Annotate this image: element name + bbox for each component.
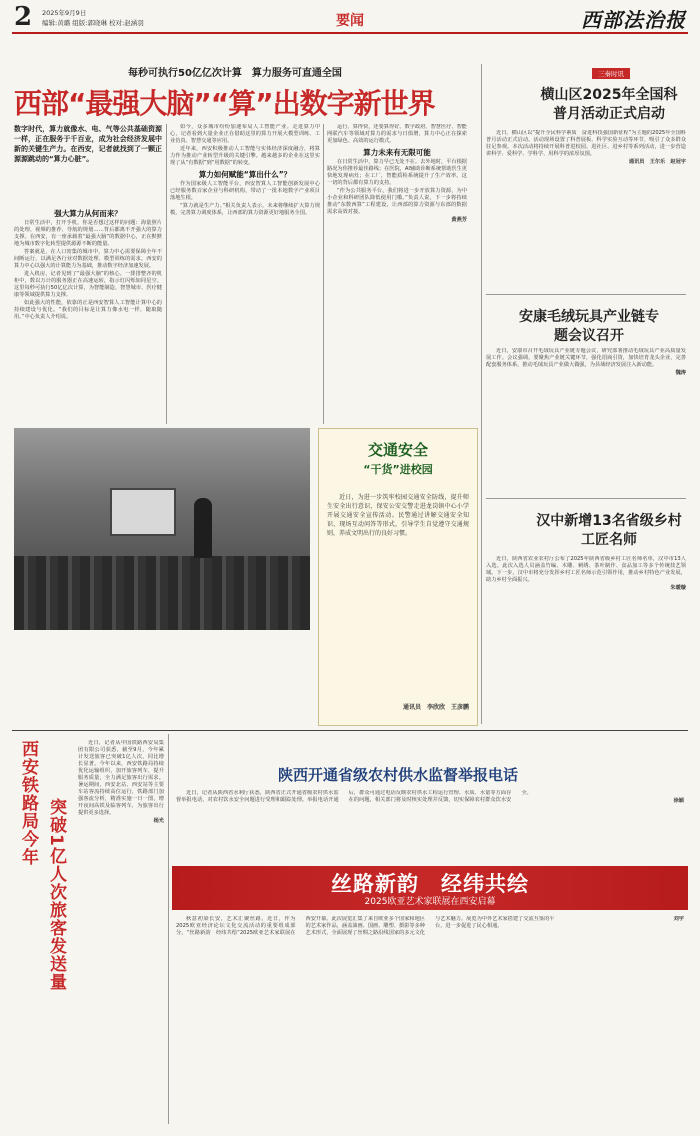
right-top-body: 近日，横山区以“提升全民科学素质 奋进科技强国新征程”为主题的2025年全国科普月活动正式启动。活动现场设置了科普展板、科学实验互动等环节，吸引了众多群众驻足参观。本次活动将持续开展科普进校园、进社区、进乡村等系列活动，进一步营造讲科学、爱科学、学科学、用科学的浓厚氛围。 bbox=[486, 130, 686, 157]
water-byline: 徐颖 bbox=[673, 798, 684, 804]
photo-person bbox=[194, 498, 212, 558]
lead-subhead-2: 算力如何赋能“算出什么”？ bbox=[198, 170, 292, 179]
right-mid-article bbox=[486, 348, 686, 494]
art-headline-band bbox=[172, 866, 688, 910]
right-mid-byline: 魏涛 bbox=[675, 370, 686, 376]
lead-paragraph: 作为国家级人工智能平台，西安智算人工智能创新发展中心已经服务数百家企业与科研机构，带动了一批本地数字产业项目落地生根。 bbox=[170, 181, 320, 201]
art-body: 秋意初染长安，艺术汇聚丝路。近日，作为2025欧亚经济论坛文化交流活动的重要组成部分，“丝路新韵 经纬共绘”2025欧亚艺术家联展在西安开幕。此次展览汇集了来自欧亚多个国家和地区的艺术家作品，涵盖油画、国画、雕塑、摄影等多种艺术形式，全面展现了丝绸之路沿线国家的多元文化与艺术魅力。展览为中外艺术家搭建了交流互鉴的平台，进一步促进了民心相通。 bbox=[176, 916, 555, 936]
water-hotline-article bbox=[176, 790, 684, 860]
right-low-byline: 朱暖璇 bbox=[670, 585, 686, 591]
news-brief-label: 三秦时讯 bbox=[592, 68, 630, 79]
lead-col-1 bbox=[14, 206, 162, 424]
lead-paragraph: 近年来，西安积极推动人工智能与实体经济深度融合，将算力作为推动产业转型升级的关键引擎。越来越多的企业在这里实现了从“有数据”到“用数据”的转变。 bbox=[170, 146, 320, 166]
lead-col-3 bbox=[327, 124, 467, 424]
right-top-article bbox=[486, 130, 686, 290]
lead-paragraph: “作为公共服务平台，我们将进一步开放算力资源，为中小企业和科研团队降低使用门槛。”负责人说，下一步将持续推动“东数西算”工程建设，让西部的算力资源与东部的数据需求高效对接。 bbox=[327, 188, 467, 215]
poster-title: 交通安全 bbox=[367, 441, 428, 459]
traffic-safety-poster bbox=[318, 428, 478, 726]
issue-date: 2025年9月9日 bbox=[42, 9, 87, 17]
lead-paragraph: 答案就是，在人口密集的城市中，算力中心需要保障全年不间断运行，以满足各行业对数据处理、模型训练的需求。西安的算力中心以强大的计算能力为基础，推动数字经济加速发展。 bbox=[14, 249, 162, 269]
lead-subhead-3: 算力未来有无限可能 bbox=[363, 148, 431, 157]
right-low-body: 近日，陕西省农业农村厅公布了2025年陕西省级乡村工匠名师名单，汉中市13人入选。此次入选人员涵盖竹编、木雕、刺绣、茶叶制作、食品加工等多个传统技艺领域。下一步，汉中市将充分发挥乡村工匠名师示范引领作用，推动乡村特色产业发展，助力乡村全面振兴。 bbox=[486, 556, 686, 583]
right-low-article bbox=[486, 556, 686, 724]
lead-paragraph: 如今，众多城市纷纷加速布局人工智能产业。走进算力中心，记者看到大量企业正在借助这里的算力开展大模型训练、工业仿真、智慧交通等应用。 bbox=[170, 124, 320, 144]
lead-byline: 黄燕芳 bbox=[451, 217, 467, 223]
photo-crowd bbox=[14, 556, 310, 630]
lead-headline: 西部“最强大脑”“算”出数字新世界 bbox=[14, 87, 435, 120]
lead-paragraph: 在日常生活中，算力早已无处不在。去外地时，平台根据路况为你推荐最佳路线；在医院，AI辅助诊断系统帮助医生更快地发现病灶；在工厂，智能质检系统提升了生产效率。这一切的背后都有算力的支持。 bbox=[327, 159, 467, 186]
art-byline: 刘宇 bbox=[673, 916, 684, 922]
poster-byline: 通讯员 李欣欣 王彦鹏 bbox=[402, 704, 469, 711]
lead-kicker: 每秒可执行50亿亿次计算 算力服务可直通全国 bbox=[128, 68, 342, 79]
art-article bbox=[176, 916, 684, 1124]
art-subtitle: 2025欧亚艺术家联展在西安启幕 bbox=[364, 897, 496, 907]
rail-headline-line-1: 西安铁路局今年 bbox=[18, 740, 38, 866]
lead-subhead-1: 强大算力从何而来？ bbox=[54, 209, 122, 218]
lead-paragraph: 如此强大的性能，依靠的正是西安智算人工智能计算中心的持续建设与优化。“我们的目标是让算力像水电一样，随取随用。”中心负责人介绍说。 bbox=[14, 300, 162, 320]
art-headline: 丝路新韵 经纬共绘 bbox=[331, 872, 529, 896]
water-hotline-headline: 陕西开通省级农村供水监督举报电话 bbox=[278, 766, 519, 784]
right-mid-headline: 安康毛绒玩具产业链专题会议召开 bbox=[519, 309, 659, 344]
rail-byline: 杨光 bbox=[153, 818, 164, 824]
masthead-logo: 西部法治报 bbox=[581, 8, 686, 32]
rail-headline-line-2: 突破1亿人次旅客发送量 bbox=[46, 798, 66, 991]
lead-paragraph: “算力就是生产力。”相关负责人表示，未来将继续扩大算力规模，完善算力调度体系，让西部的算力资源更好地服务全国。 bbox=[170, 203, 320, 216]
rail-body: 近日，记者从中国铁路西安局集团有限公司获悉，截至9月，今年累计发送旅客已突破1亿人次，同比增长显著。今年以来，西安铁路局持续优化运输组织，加开旅客列车，提升服务质量，全力满足旅客出行需求。暑运期间，西安北站、西安站等主要车站客流持续高位运行，铁路部门加强客流分析，精准实施一日一图，增开夜间高铁及临客列车，为旅客出行提供更多选择。 bbox=[78, 740, 164, 816]
header-rule bbox=[12, 32, 688, 34]
poster-body: 近日，为进一步筑牢校园交通安全防线，提升师生安全出行意识，保安公安交警走进龙岗镇中心小学开展交通安全宣传活动。民警通过讲解交通安全知识、现场互动问答等形式，引导学生自觉遵守交通规则，养成文明出行的良好习惯。 bbox=[327, 494, 469, 537]
right-top-byline: 通讯员 王尔乐 赵冠宇 bbox=[628, 159, 686, 165]
rail-article bbox=[78, 740, 164, 1124]
right-mid-body: 近日，安康市召开毛绒玩具产业链专题会议，研究部署推动毛绒玩具产业高质量发展工作。会议强调，要聚焦产业链关键环节，强化招商引资，加快培育龙头企业，完善配套服务体系，推动毛绒玩具产业做大做强，为县域经济发展注入新动能。 bbox=[486, 348, 686, 368]
water-body: 近日，记者从陕西省水利厅获悉，陕西省正式开通省级农村供水监督举报电话，对农村饮水安全问题进行受理和跟踪处理。举报电话开通后，群众可通过电话反映农村供水工程运行管理、水质、水量等方面存在的问题，相关部门将及时核实处理并反馈，切实保障农村群众饮水安全。 bbox=[176, 790, 532, 803]
lead-paragraph: 运行、算得快，还要算得好。数字政府、智慧医疗、智能网联汽车等领域对算力的需求与日俱增，算力中心正在探索更加绿色、高效的运行模式。 bbox=[327, 124, 467, 144]
page-number: 2 bbox=[14, 2, 33, 32]
lead-col-2 bbox=[170, 124, 320, 424]
lead-photo bbox=[14, 428, 310, 630]
lead-paragraph: 进入机房，记者见到了“最强大脑”的核心。一排排整齐的机柜中，数以万计的服务器正在高速运转，指示灯闪烁如同星空。这里每秒可执行50亿亿次计算，为智能制造、智慧城市、医疗健康等领域提供算力支撑。 bbox=[14, 271, 162, 298]
lead-summary: 数字时代，算力就像水、电、气等公共基础资源一样，正在服务于千百业，成为社会经济发展中新的关键生产力。在西安，记者就找到了一颗正源源跳动的“算力心脏”。 bbox=[14, 125, 162, 163]
poster-subtitle: “干货”进校园 bbox=[363, 463, 433, 476]
section-title: 要闻 bbox=[336, 13, 364, 29]
photo-screen bbox=[110, 488, 176, 536]
lead-paragraph: 日常生活中，打开手机，你是否想过这样的问题：海量照片的处理、视频的推荐、导航的规划……背后都离不开强大的算力支撑。在西安，有一座承载着“最强大脑”的数据中心，正在默默地为城市数字化转型提供源源不断的能量。 bbox=[14, 220, 162, 247]
right-low-headline: 汉中新增13名省级乡村工匠名师 bbox=[536, 513, 682, 548]
editors-line: 编辑:黄璐 组版:郭晓琳 校对:赵涵羽 bbox=[42, 19, 144, 27]
right-top-headline: 横山区2025年全国科普月活动正式启动 bbox=[540, 87, 678, 122]
